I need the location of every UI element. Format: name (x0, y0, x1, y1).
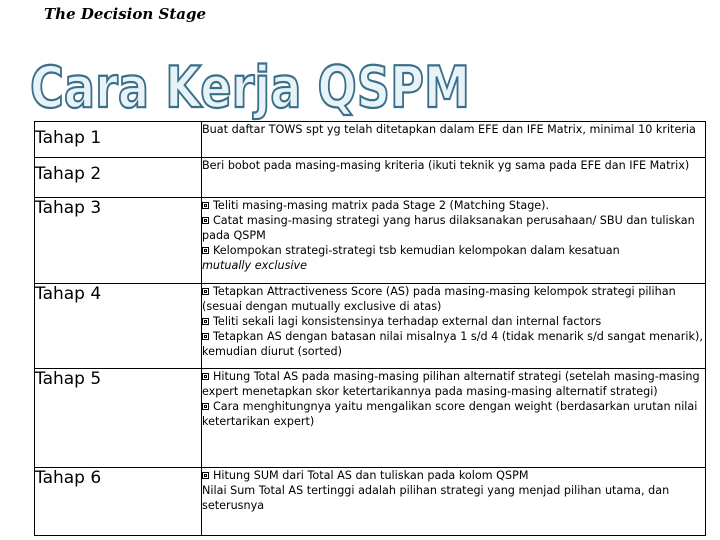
description-text: Tetapkan AS dengan batasan nilai misalnya 1 s/d 4 (tidak menarik s/d sangat menarik), kemudian diurut (sorted) (202, 330, 703, 358)
square-bullet-icon (202, 247, 209, 254)
square-bullet-icon (202, 202, 209, 209)
description-line (202, 329, 705, 359)
qspm-steps-table (34, 121, 706, 536)
step-description (202, 369, 706, 468)
step-label: Tahap 4 (35, 284, 202, 369)
page-title (30, 55, 490, 121)
square-bullet-icon (202, 318, 209, 325)
description-line (202, 314, 705, 329)
description-line (202, 213, 705, 243)
table-row (35, 369, 706, 468)
description-text: Buat daftar TOWS spt yg telah ditetapkan dalam EFE dan IFE Matrix, minimal 10 kriteria (202, 123, 696, 136)
description-line (202, 284, 705, 314)
square-bullet-icon (202, 217, 209, 224)
step-label: Tahap 3 (35, 198, 202, 284)
description-line (202, 468, 705, 483)
step-description (202, 122, 706, 158)
description-text: Teliti masing-masing matrix pada Stage 2 (Matching Stage). (213, 199, 550, 212)
description-line (202, 399, 705, 429)
description-line (202, 258, 705, 273)
step-label: Tahap 1 (35, 122, 202, 158)
description-text: Tetapkan Attractiveness Score (AS) pada masing-masing kelompok strategi pilihan (sesuai dengan mutually exclusive di atas) (202, 285, 676, 313)
description-text: Catat masing-masing strategi yang harus dilaksanakan perusahaan/ SBU dan tuliskan pada QSPM (202, 214, 695, 242)
description-line (202, 369, 705, 399)
square-bullet-icon (202, 288, 209, 295)
description-line (202, 483, 705, 513)
description-text: Teliti sekali lagi konsistensinya terhadap external dan internal factors (213, 315, 602, 328)
description-text: Hitung Total AS pada masing-masing pilihan alternatif strategi (setelah masing-masing expert menetapkan skor ketertarikannya pada masing-masing alternatif strategi) (202, 370, 700, 398)
step-description (202, 468, 706, 536)
square-bullet-icon (202, 373, 209, 380)
description-text: Beri bobot pada masing-masing kriteria (ikuti teknik yg sama pada EFE dan IFE Matrix) (202, 159, 690, 172)
stage-label: The Decision Stage (44, 5, 207, 23)
description-line (202, 158, 705, 173)
table-row (35, 122, 706, 158)
step-description (202, 158, 706, 198)
description-text: Cara menghitungnya yaitu mengalikan score dengan weight (berdasarkan urutan nilai ketertarikan expert) (202, 400, 698, 428)
square-bullet-icon (202, 333, 209, 340)
table-row (35, 284, 706, 369)
description-text: mutually exclusive (202, 259, 308, 272)
description-text: Hitung SUM dari Total AS dan tuliskan pada kolom QSPM (213, 469, 529, 482)
description-line (202, 122, 705, 137)
table-row (35, 158, 706, 198)
table-row (35, 468, 706, 536)
description-text: Kelompokan strategi-strategi tsb kemudian kelompokan dalam kesatuan (213, 244, 620, 257)
step-description (202, 284, 706, 369)
step-description (202, 198, 706, 284)
description-line (202, 198, 705, 213)
step-label: Tahap 2 (35, 158, 202, 198)
description-line (202, 243, 705, 258)
description-text: Nilai Sum Total AS tertinggi adalah pilihan strategi yang menjad pilihan utama, dan seterusnya (202, 484, 670, 512)
step-label: Tahap 5 (35, 369, 202, 468)
page-title-text: Cara Kerja QSPM (30, 55, 470, 121)
table-row (35, 198, 706, 284)
square-bullet-icon (202, 403, 209, 410)
step-label: Tahap 6 (35, 468, 202, 536)
square-bullet-icon (202, 472, 209, 479)
